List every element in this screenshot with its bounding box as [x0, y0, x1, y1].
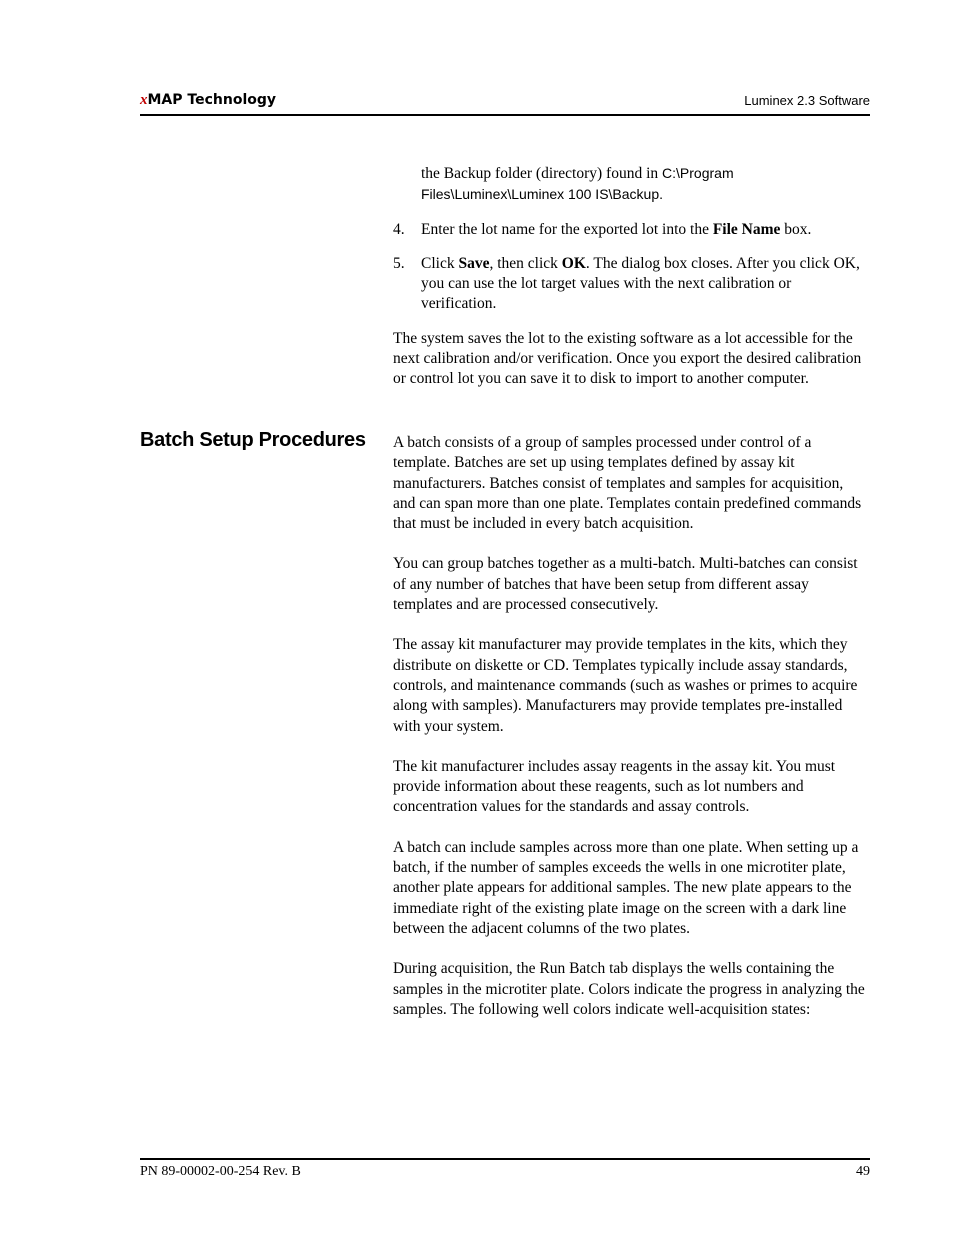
product-name: Luminex 2.3 Software	[744, 93, 870, 108]
backup-path-part1: C:\Program	[662, 165, 734, 181]
step-bold-term: File Name	[712, 220, 781, 238]
step-number: 5.	[393, 254, 405, 272]
step-text: Enter the lot name for the exported lot into the	[421, 220, 713, 238]
page-number: 49	[856, 1164, 870, 1179]
step-5	[393, 254, 868, 315]
section-paragraph: During acquisition, the Run Batch tab displays the wells containing the samples in the microtiter plate. Colors indicate the progress in analyzing the samples. The following well colors indicate well-acquisition states:	[393, 960, 865, 1018]
step-text: box.	[780, 220, 812, 238]
backup-path-part2: Files\Luminex\Luminex 100 IS\Backup.	[421, 186, 664, 203]
brand-x: x	[140, 92, 148, 108]
page-header	[140, 90, 870, 116]
brand-name: MAP Technology	[147, 92, 277, 108]
section-paragraph: The kit manufacturer includes assay reagents in the assay kit. You must provide information about these reagents, such as lot numbers and concentration values for the standards and assay controls.	[393, 757, 836, 816]
batch-setup-section	[393, 433, 868, 1040]
step-4	[393, 220, 868, 240]
brand-title	[140, 92, 276, 109]
step-text: , then click	[489, 254, 562, 272]
section-paragraph: You can group batches together as a multi-batch. Multi-batches can consist of any number of batches that have been setup from different assay templates and are processed consecutively.	[393, 555, 858, 614]
step-number: 4.	[393, 220, 405, 238]
summary-paragraph: The system saves the lot to the existing software as a lot accessible for the next calibration and/or verification. Once you export the desired calibration or control lot you can save it to disk to import to another computer.	[393, 329, 862, 388]
step-bold-term: OK	[561, 254, 586, 272]
section-heading: Batch Setup Procedures	[140, 429, 366, 451]
step-bold-term: Save	[458, 254, 490, 272]
step-text: . The dialog box closes. After you click OK, you can use the lot target values with the next calibration or verification.	[421, 254, 860, 313]
export-lot-instructions	[393, 163, 868, 390]
section-paragraph: A batch consists of a group of samples processed under control of a template. Batches are set up using templates defined by assay kit manufacturers. Batches consist of templates and samples for acquisition, and can span more than one plate. Templates contain predefined commands that must be included in every batch acquisition.	[393, 434, 862, 533]
step-text: Click	[421, 254, 459, 272]
section-paragraph: The assay kit manufacturer may provide templates in the kits, which they distribute on diskette or CD. Templates typically include assay standards, controls, and maintenance commands (such as washes or primes to acquire along with samples). Manufacturers may provide templates pre-installed with your system.	[393, 636, 858, 735]
page-footer	[140, 1158, 870, 1179]
section-paragraph: A batch can include samples across more than one plate. When setting up a batch, if the number of samples exceeds the wells in one microtiter plate, another plate appears for additional samples. The new plate appears to the immediate right of the existing plate image on the screen with a dark line between the adjacent columns of the two plates.	[393, 838, 859, 937]
backup-path-prefix: the Backup folder (directory) found in	[421, 165, 663, 182]
backup-path-note	[421, 163, 868, 206]
part-number: PN 89-00002-00-254 Rev. B	[140, 1164, 301, 1179]
